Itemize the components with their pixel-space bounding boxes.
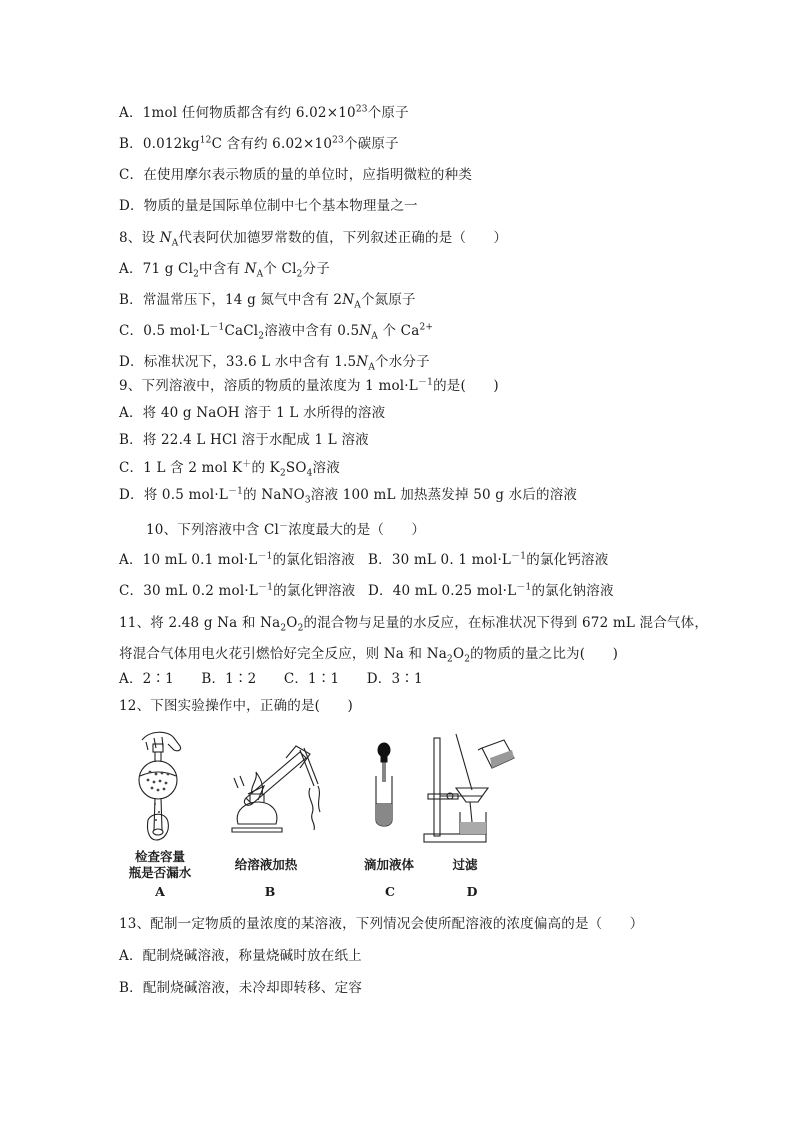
q9-option-a: A．将 40 g NaOH 溶于 1 L 水所得的溶液 xyxy=(119,405,386,421)
filtration-funnel-icon xyxy=(420,728,520,850)
test-tube-heating-icon xyxy=(224,728,328,850)
q8-stem: 8、设 $N_A$代表阿伏加德罗常数的值，下列叙述正确的是（ ） xyxy=(119,230,508,249)
figure-d-letter: D xyxy=(466,884,478,899)
q7-option-d: D．物质的量是国际单位制中七个基本物理量之一 xyxy=(119,198,418,214)
figure-d-caption: 过滤 xyxy=(452,857,478,872)
figure-a-caption-line1: 检查容量 xyxy=(134,849,185,864)
q11-options: A．2∶1 B．1∶2 C．1∶1 D．3∶1 xyxy=(119,671,423,687)
figure-a-letter: A xyxy=(155,884,165,899)
q13-option-a: A．配制烧碱溶液，称量烧碱时放在纸上 xyxy=(119,948,362,964)
q7-option-b: B．$0.012kg^{12}C$ 含有约 $6.02\times 10^{23}$个碳原子 xyxy=(119,135,399,152)
volumetric-flask-icon xyxy=(124,728,206,850)
q12-stem: 12、下图实验操作中，正确的是( ) xyxy=(119,698,354,714)
q11-stem-line1: 11、将 2.48 g Na 和 $Na_2O_2$的混合物与足量的水反应，在标准状况下得到 672 mL 混合气体， xyxy=(119,615,709,634)
q7-option-c: C．在使用摩尔表示物质的量的单位时，应指明微粒的种类 xyxy=(119,167,473,183)
figure-b-letter: B xyxy=(264,884,276,899)
q13-stem: 13、配制一定物质的量浓度的某溶液，下列情况会使所配溶液的浓度偏高的是（ ） xyxy=(119,916,644,932)
figure-b-caption: 给溶液加热 xyxy=(234,857,298,872)
q10-stem: 10、下列溶液中含 Cl－浓度最大的是（ ） xyxy=(146,521,426,538)
q8-option-d: D．标准状况下，33.6 L 水中含有 $1.5N_A$个水分子 xyxy=(119,354,430,373)
figure-a-caption-line2: 瓶是否漏水 xyxy=(128,865,192,880)
q9-stem: 9、下列溶液中，溶质的物质的量浓度为 1 $mol\cdot L^{-1}$的是( ) xyxy=(119,377,499,394)
q10-option-a: A．10 mL 0.1 $mol\cdot L^{-1}$的氯化铝溶液 xyxy=(119,551,355,568)
q7-option-a: A．1mol 任何物质都含有约 $6.02\times 10^{23}$个原子 xyxy=(119,104,409,121)
q9-option-c: C．1 L 含 2 mol K＋的 $K_2SO_4$溶液 xyxy=(119,459,340,479)
q10-option-b: B．30 mL 0. 1 $mol\cdot L^{-1}$的氯化钙溶液 xyxy=(368,551,609,568)
q10-option-d: D．40 mL 0.25 $mol\cdot L^{-1}$的氯化钠溶液 xyxy=(368,582,614,599)
q8-option-b: B．常温常压下，14 g 氮气中含有 $2N_A$个氮原子 xyxy=(119,292,416,311)
q11-stem-line2: 将混合气体用电火花引燃恰好完全反应，则 Na 和 $Na_2O_2$的物质的量之比为( ) xyxy=(119,646,619,665)
q8-option-a: A．71 g $Cl_2$中含有 $N_A$个 $Cl_2$分子 xyxy=(119,261,330,280)
q13-option-b: B．配制烧碱溶液，未冷却即转移、定容 xyxy=(119,980,363,996)
q9-option-b: B．将 22.4 L HCl 溶于水配成 1 L 溶液 xyxy=(119,432,369,448)
q8-option-c: C．0.5 $mol\cdot L^{-1}CaCl_2$溶液中含有 $0.5N_A$ 个 $Ca^{2+}$ xyxy=(119,322,434,342)
dropper-icon xyxy=(366,728,406,850)
q10-option-c: C．30 mL 0.2 $mol\cdot L^{-1}$的氯化钾溶液 xyxy=(119,582,356,599)
q9-option-d: D．将 0.5 $mol\cdot L^{-1}$的 NaNO$_3$溶液 100 mL 加热蒸发掉 50 g 水后的溶液 xyxy=(119,486,578,506)
figure-c-letter: C xyxy=(385,884,395,899)
figure-c-caption: 滴加液体 xyxy=(363,857,414,872)
